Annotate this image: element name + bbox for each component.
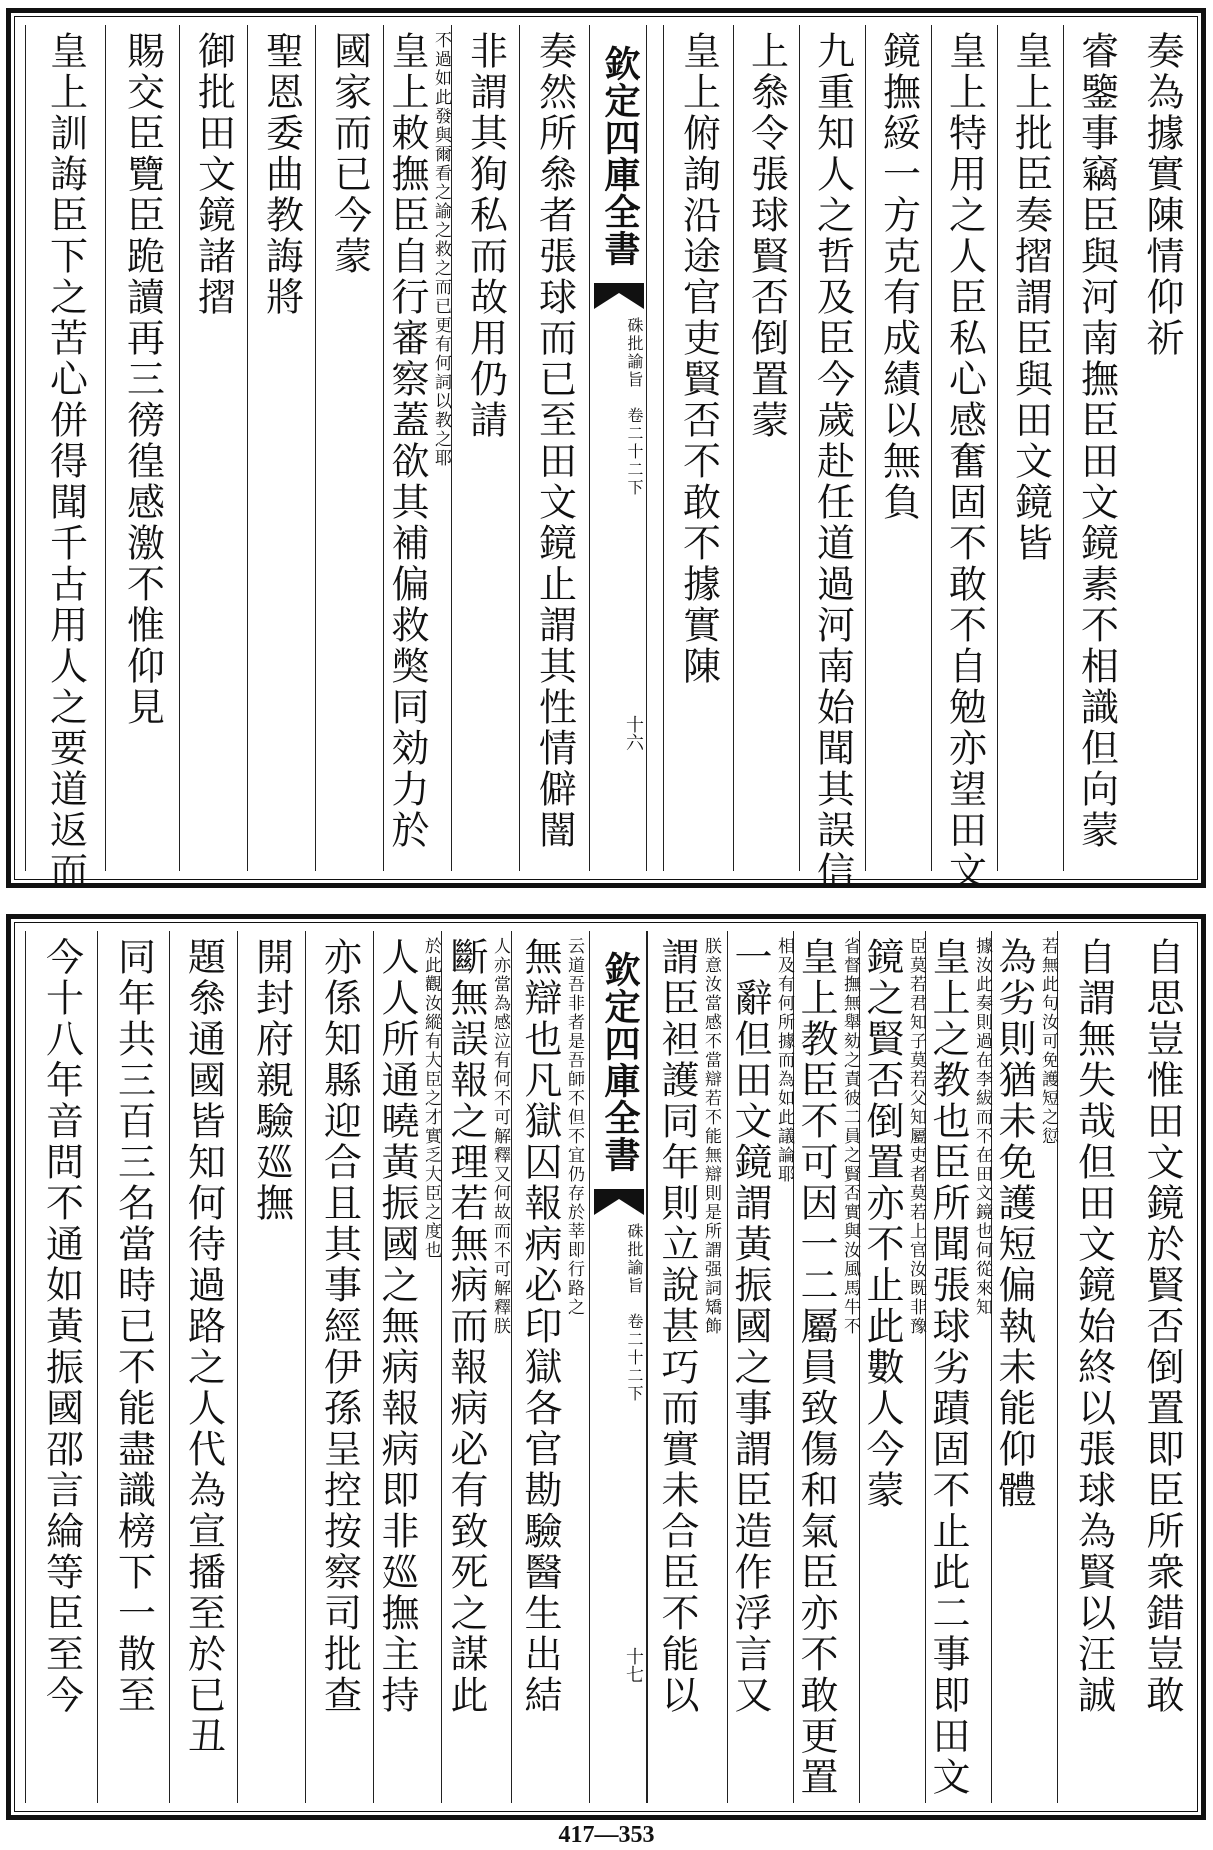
text-column: [519, 25, 589, 871]
column-text: 鏡撫綏一方克有成績以無負: [876, 31, 921, 523]
imperial-annotation: 人亦當為感泣有何不可解釋又何故而不可解釋朕: [490, 937, 510, 1336]
column-text: 皇上敕撫臣自行審察蓋欲其補偏救獘同効力於: [385, 31, 429, 851]
column-text: 人人所通曉黃振國之無病報病即非廵撫主持: [375, 937, 419, 1716]
imperial-annotation: 省督撫無舉劾之責彼二員之賢否實與汝風馬牛不: [840, 937, 860, 1336]
text-column: [1063, 25, 1129, 871]
folio-number: 十六: [623, 715, 644, 751]
column-text: 無辯也凡獄囚報病必印獄各官勘驗醫生出結: [518, 937, 562, 1716]
text-column: [441, 931, 511, 1803]
text-column: [169, 931, 237, 1803]
column-text: 御批田文鏡諸摺: [191, 31, 236, 318]
column-text: 賜交臣覽臣跪讀再三徬徨感激不惟仰見: [120, 31, 165, 728]
column-text: 為劣則猶未免護短偏執未能仰體: [992, 937, 1036, 1511]
page-number: 417—353: [558, 1822, 655, 1848]
column-text: 自思豈惟田文鏡於賢否倒置即臣所衆錯豈敢: [1140, 937, 1184, 1716]
text-column: [931, 25, 997, 892]
column-text: 睿鑒事竊臣與河南撫臣田文鏡素不相識但向蒙: [1074, 31, 1119, 851]
text-column: [383, 25, 451, 871]
text-column: [733, 25, 799, 871]
text-column: [315, 25, 383, 871]
book-spine: [589, 25, 647, 871]
column-text: 聖恩委曲教誨將: [259, 31, 304, 318]
book-spine: [589, 931, 647, 1803]
text-column: [727, 931, 793, 1803]
top-page: [6, 8, 1206, 892]
column-text: 斷無誤報之理若無病而報病必有致死之謀此: [444, 937, 488, 1716]
imperial-annotation: 朕意汝當感不當辯若不能無辯則是所謂强詞矯飾: [701, 937, 721, 1336]
column-text: 皇上教臣不可因一二屬員致傷和氣臣亦不敢更置: [794, 937, 838, 1798]
column-text: 上叅令張球賢否倒置蒙: [744, 31, 789, 441]
book-title: 欽定四庫全書: [599, 45, 641, 267]
column-text: 奏為據實陳情仰祈: [1140, 31, 1184, 359]
text-column: [1129, 931, 1195, 1803]
text-column: [247, 25, 315, 871]
column-text: 皇上批臣奏摺謂臣與田文鏡皆: [1008, 31, 1053, 564]
text-column: [373, 931, 441, 1803]
fish-tail-mark-icon: [594, 1189, 644, 1215]
column-text: 自謂無失哉但田文鏡始終以張球為賢以汪誠: [1071, 937, 1116, 1716]
imperial-annotation: 相及有何所據而為如此議論耶: [774, 937, 794, 1184]
text-column: [451, 25, 519, 871]
text-column: [799, 25, 865, 892]
column-text: 謂臣袒護同年則立說甚巧而實未合臣不能以: [655, 937, 699, 1716]
column-text: 皇上特用之人臣私心感奮固不敢不自勉亦望田文: [942, 31, 987, 892]
bottom-page: [6, 914, 1206, 1820]
column-text: 題叅通國皆知何待過路之人代為宣播至於已丑: [181, 937, 226, 1757]
text-column: [511, 931, 589, 1803]
imperial-annotation: 若無此句汝可免護短之愆: [1038, 937, 1058, 1146]
imperial-annotation: 不過如此發與爾看之諭之救之而已更有何詞以教之耶: [431, 31, 451, 468]
imperial-annotation: 於此觀汝縱有大臣之才實乏大臣之度也: [421, 937, 441, 1260]
column-text: 皇上訓誨臣下之苦心併得聞千古用人之要道返而: [43, 31, 88, 892]
text-column: [237, 931, 305, 1803]
chapter-label: 硃批諭旨 卷二十二下: [625, 1223, 644, 1403]
column-text: 奏然所叅者張球而已至田文鏡止謂其性情僻闇: [532, 31, 577, 851]
column-text: 非謂其狥私而故用仍請: [463, 31, 508, 441]
text-column: [865, 25, 931, 871]
column-text: 開封府親驗廵撫: [249, 937, 294, 1224]
text-column: [25, 931, 97, 1803]
column-text: 同年共三百三名當時已不能盡識榜下一散至: [111, 937, 156, 1716]
text-column: [179, 25, 247, 871]
column-text: 鏡之賢否倒置亦不止此數人今蒙: [860, 937, 904, 1511]
text-column: [25, 25, 105, 892]
column-text: 今十八年音問不通如黃振國邵言綸等臣至今: [39, 937, 84, 1716]
column-text: 皇上之教也臣所聞張球劣蹟固不止此二事即田文: [926, 937, 970, 1798]
folio-number: 十七: [623, 1647, 644, 1683]
imperial-annotation: 據汝此奏則過在李紱而不在田文鏡也何從來知: [972, 937, 992, 1317]
text-column: [97, 931, 169, 1803]
column-text: 亦係知縣迎合且其事經伊孫呈控按察司批查: [317, 937, 362, 1716]
text-column: [991, 931, 1057, 1803]
text-column: [793, 931, 859, 1803]
column-text: 九重知人之哲及臣今歲赴任道過河南始聞其誤信: [810, 31, 855, 892]
text-column: [997, 25, 1063, 871]
text-column: [1129, 25, 1195, 871]
fish-tail-mark-icon: [594, 283, 644, 309]
chapter-label: 硃批諭旨 卷二十二下: [625, 317, 644, 497]
imperial-annotation: 臣莫若君知子莫若父知屬吏者莫若上官汝既非豫: [906, 937, 926, 1336]
text-column: [925, 931, 991, 1803]
text-column: [663, 25, 733, 871]
column-text: 一辭但田文鏡謂黃振國之事謂臣造作浮言又: [728, 937, 772, 1716]
text-column: [1057, 931, 1129, 1803]
text-column: [105, 25, 179, 871]
text-column: [305, 931, 373, 1803]
text-column: [859, 931, 925, 1803]
text-column: [647, 931, 727, 1803]
book-title: 欽定四庫全書: [599, 951, 641, 1173]
column-text: 國家而已今蒙: [327, 31, 372, 277]
column-text: 皇上俯詢沿途官吏賢否不敢不據實陳: [676, 31, 721, 687]
imperial-annotation: 云道吾非者是吾師不但不宜仍存於莘即行路之: [564, 937, 584, 1317]
